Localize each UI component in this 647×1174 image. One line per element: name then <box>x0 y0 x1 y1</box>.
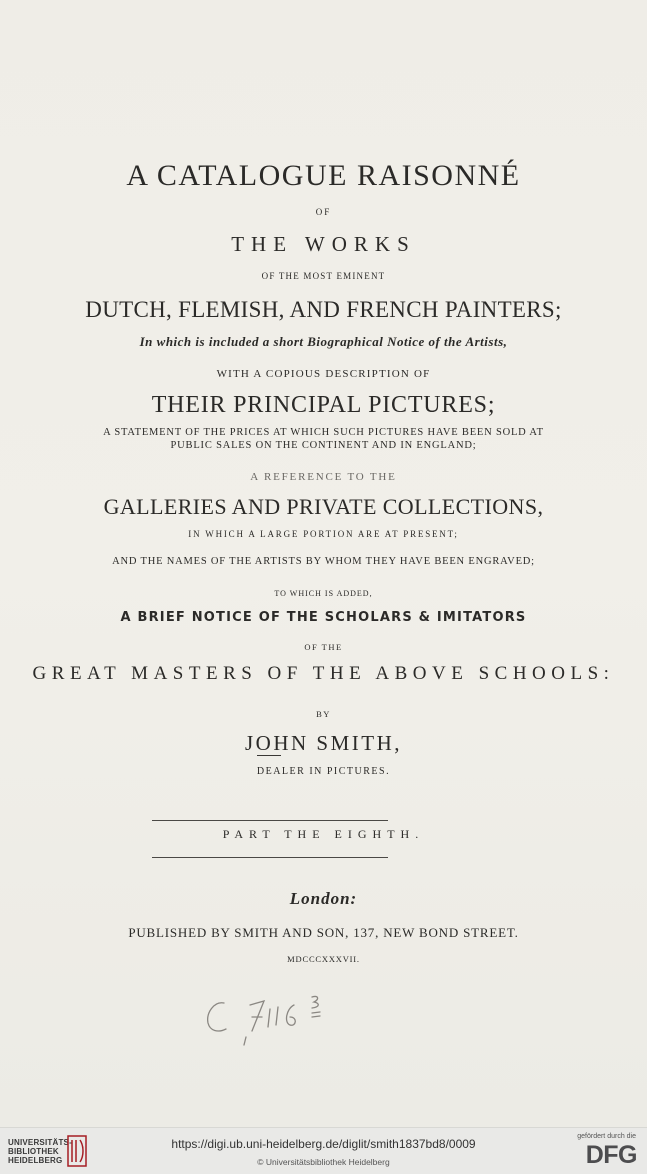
author-role: DEALER IN PICTURES. <box>256 766 391 777</box>
imprint-place: London: <box>289 889 358 908</box>
imprint-publisher: PUBLISHED BY SMITH AND SON, 137, NEW BOND STREET. <box>128 925 519 940</box>
title-line-to-which: TO WHICH IS ADDED, <box>274 589 373 598</box>
library-name: UNIVERSITÄTS- BIBLIOTHEK HEIDELBERG <box>8 1138 72 1165</box>
title-line-copious-description: WITH A COPIOUS DESCRIPTION OF <box>216 368 431 380</box>
imprint-year: MDCCCXXXVII. <box>287 954 360 964</box>
title-line-principal-pictures: THEIR PRINCIPAL PICTURES; <box>151 392 496 418</box>
rule-bottom <box>152 857 388 858</box>
author-underline <box>257 755 281 756</box>
title-line-engraved: AND THE NAMES OF THE ARTISTS BY WHOM THEY HAVE BEEN ENGRAVED; <box>112 556 535 567</box>
title-line-large-portion: IN WHICH A LARGE PORTION ARE AT PRESENT; <box>188 529 459 539</box>
title-line-prices-2: PUBLIC SALES ON THE CONTINENT AND IN ENGLAND; <box>170 440 477 451</box>
title-line-catalogue: A CATALOGUE RAISONNÉ <box>126 159 521 192</box>
title-line-most-eminent: OF THE MOST EMINENT <box>261 271 386 281</box>
author-name: JOHN SMITH, <box>244 731 402 755</box>
title-line-galleries: GALLERIES AND PRIVATE COLLECTIONS, <box>103 494 544 519</box>
title-line-painters: DUTCH, FLEMISH, AND FRENCH PAINTERS; <box>85 297 562 322</box>
title-line-scholars: A BRIEF NOTICE OF THE SCHOLARS & IMITATORS <box>120 610 527 625</box>
dfg-logo: DFG <box>585 1141 637 1169</box>
part-label: PART THE EIGHTH. <box>222 827 425 841</box>
rule-top <box>152 820 388 821</box>
title-line-great-masters: GREAT MASTERS OF THE ABOVE SCHOOLS: <box>32 663 615 684</box>
title-line-of-the: OF THE <box>304 642 343 652</box>
permalink-url[interactable]: https://digi.ub.uni-heidelberg.de/diglit/smith1837bd8/0009 <box>171 1137 476 1151</box>
title-line-biographical-notice: In which is included a short Biographical Notice of the Artists, <box>139 334 508 349</box>
title-line-of: OF <box>315 207 332 217</box>
copyright-notice: © Universitätsbibliothek Heidelberg <box>257 1157 390 1167</box>
digitization-footer <box>0 1127 647 1174</box>
title-line-the-works: THE WORKS <box>231 232 416 256</box>
title-line-reference: A REFERENCE TO THE <box>250 471 397 483</box>
title-line-by: BY <box>316 709 331 719</box>
funder-note: gefördert durch die <box>577 1133 636 1140</box>
title-line-prices-1: A STATEMENT OF THE PRICES AT WHICH SUCH PICTURES HAVE BEEN SOLD AT <box>103 427 544 438</box>
handwritten-shelfmark <box>200 975 340 1050</box>
